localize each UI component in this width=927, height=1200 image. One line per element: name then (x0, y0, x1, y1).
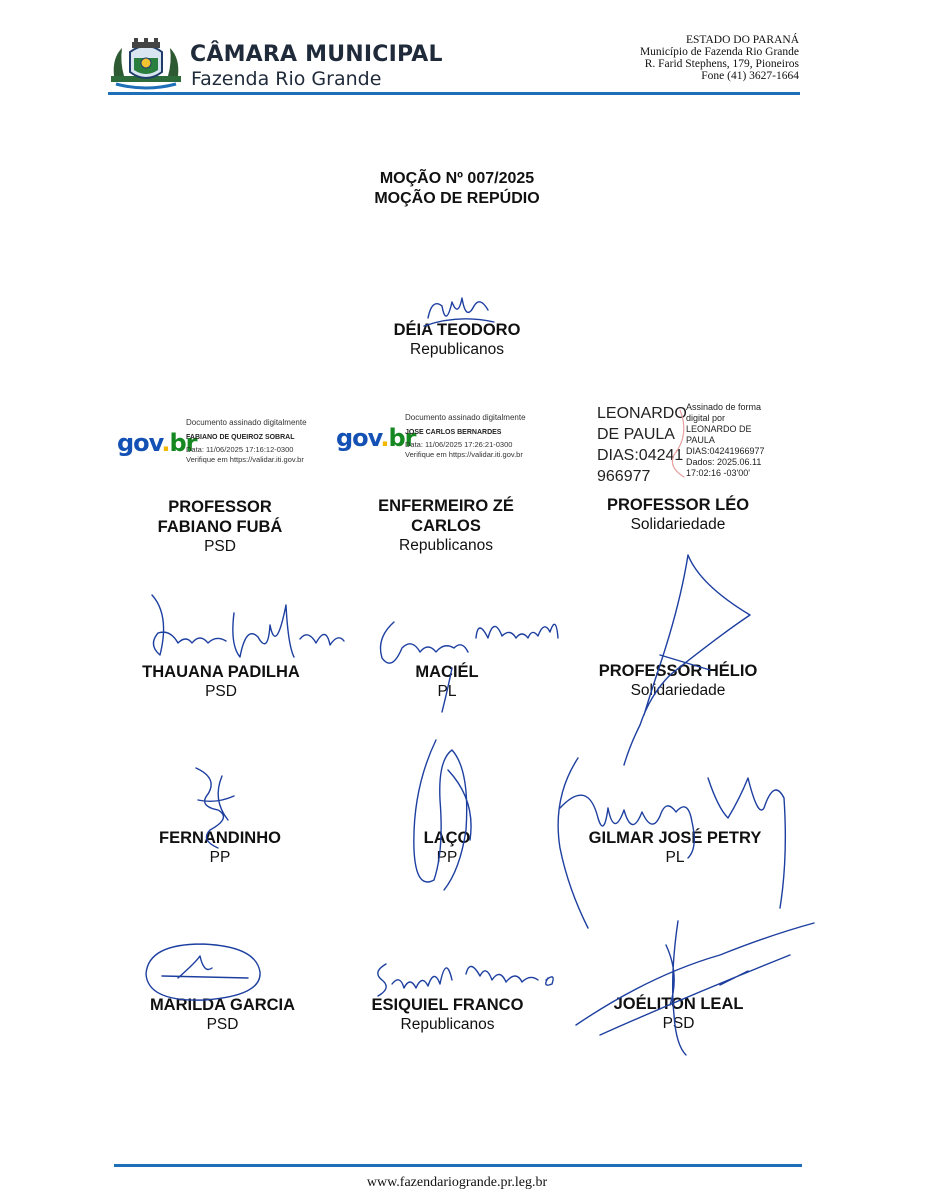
govbr-signature-stamp: gov.br Documento assinado digitalmente FABIANO DE QUEIROZ SOBRAL Data: 11/06/2025 17:16:12-0300 Verifique em https://validar.iti.gov.br (117, 418, 307, 464)
signature-block-leo (578, 495, 778, 535)
signatory-party: PSD (204, 538, 236, 555)
address-line: Fone (41) 3627-1664 (701, 70, 799, 82)
signature-block-joeliton (566, 994, 791, 1034)
digital-signature-details: Assinado de forma digital por LEONARDO DE PAULA DIAS:04241966977 Dados: 2025.06.11 17:02:16 -03'00' (686, 402, 765, 478)
govbr-signature-stamp: gov.br Documento assinado digitalmente JOSE CARLOS BERNARDES Data: 11/06/2025 17:26:21-0300 Verifique em https://validar.iti.gov.br (336, 413, 526, 459)
signature-block-marilda (110, 995, 335, 1035)
document-number: MOÇÃO Nº 007/2025 (379, 170, 535, 187)
handwritten-signature (600, 545, 765, 770)
signatory-party: Republicanos (399, 537, 493, 554)
signatory-name-line: FABIANO FUBÁ (157, 518, 283, 536)
signatory-party: Solidariedade (630, 682, 726, 699)
signatory-name: FERNANDINHO (159, 829, 281, 847)
signatory-name: JOÉLITON LEAL (613, 995, 744, 1013)
signature-block-ze-carlos (346, 496, 546, 556)
chamber-logo (108, 36, 184, 92)
signatory-name-line: ENFERMEIRO ZÉ (378, 497, 514, 515)
signatory-name: DÉIA TEODORO (393, 321, 521, 339)
signatory-name: THAUANA PADILHA (142, 663, 300, 681)
signatory-party: PL (665, 849, 685, 866)
signatory-party: Republicanos (400, 1016, 495, 1033)
signatory-name: PROFESSOR HÉLIO (598, 662, 758, 680)
brand-title: CÂMARA MUNICIPAL (190, 42, 443, 67)
signature-block-esiquiel (335, 995, 560, 1035)
govbr-logo: gov.br (336, 424, 416, 452)
signatory-name: MARILDA GARCIA (149, 996, 296, 1014)
brand-subtitle: Fazenda Rio Grande (191, 68, 382, 90)
signatory-name: ESIQUIEL FRANCO (371, 996, 524, 1014)
signature-block-gilmar (550, 828, 800, 868)
signatory-party: PSD (205, 683, 237, 700)
signatory-name-line: PROFESSOR (168, 498, 272, 516)
govbr-logo: gov.br (117, 429, 197, 457)
signatory-party: Republicanos (410, 341, 504, 358)
signatory-party: Solidariedade (630, 516, 726, 533)
address-line: R. Farid Stephens, 179, Pioneiros (644, 58, 799, 70)
signature-block-thauana (106, 662, 336, 702)
handwritten-signature (570, 915, 820, 1065)
footer-divider (114, 1164, 802, 1167)
signatory-name: MACIÉL (415, 663, 479, 681)
signature-block-laco (347, 828, 547, 868)
signatory-party: PSD (206, 1016, 239, 1033)
signatory-party: PSD (662, 1015, 695, 1032)
address-line: Município de Fazenda Rio Grande (639, 46, 799, 58)
signature-block-fabiano (120, 497, 320, 557)
address-line: ESTADO DO PARANÁ (685, 34, 799, 46)
signature-block-deia (357, 320, 557, 360)
signatory-party: PL (437, 683, 457, 700)
signature-block-maciel (347, 662, 547, 702)
footer-website: www.fazendariogrande.pr.leg.br (366, 1175, 548, 1190)
address-block (640, 34, 799, 82)
signatory-name: LAÇO (423, 829, 471, 847)
signatory-party: PP (209, 849, 231, 866)
digital-signature-name: LEONARDO DE PAULA DIAS:04241 966977 (597, 405, 687, 485)
signatory-name: GILMAR JOSÉ PETRY (588, 829, 762, 847)
signatory-party: PP (436, 849, 458, 866)
signature-block-fernandinho (120, 828, 320, 868)
signature-block-helio (578, 661, 778, 701)
header-divider (108, 92, 800, 95)
document-type: MOÇÃO DE REPÚDIO (374, 190, 540, 207)
handwritten-signature (400, 730, 490, 900)
signatory-name-line: CARLOS (411, 517, 481, 535)
signatory-name: PROFESSOR LÉO (606, 496, 750, 514)
